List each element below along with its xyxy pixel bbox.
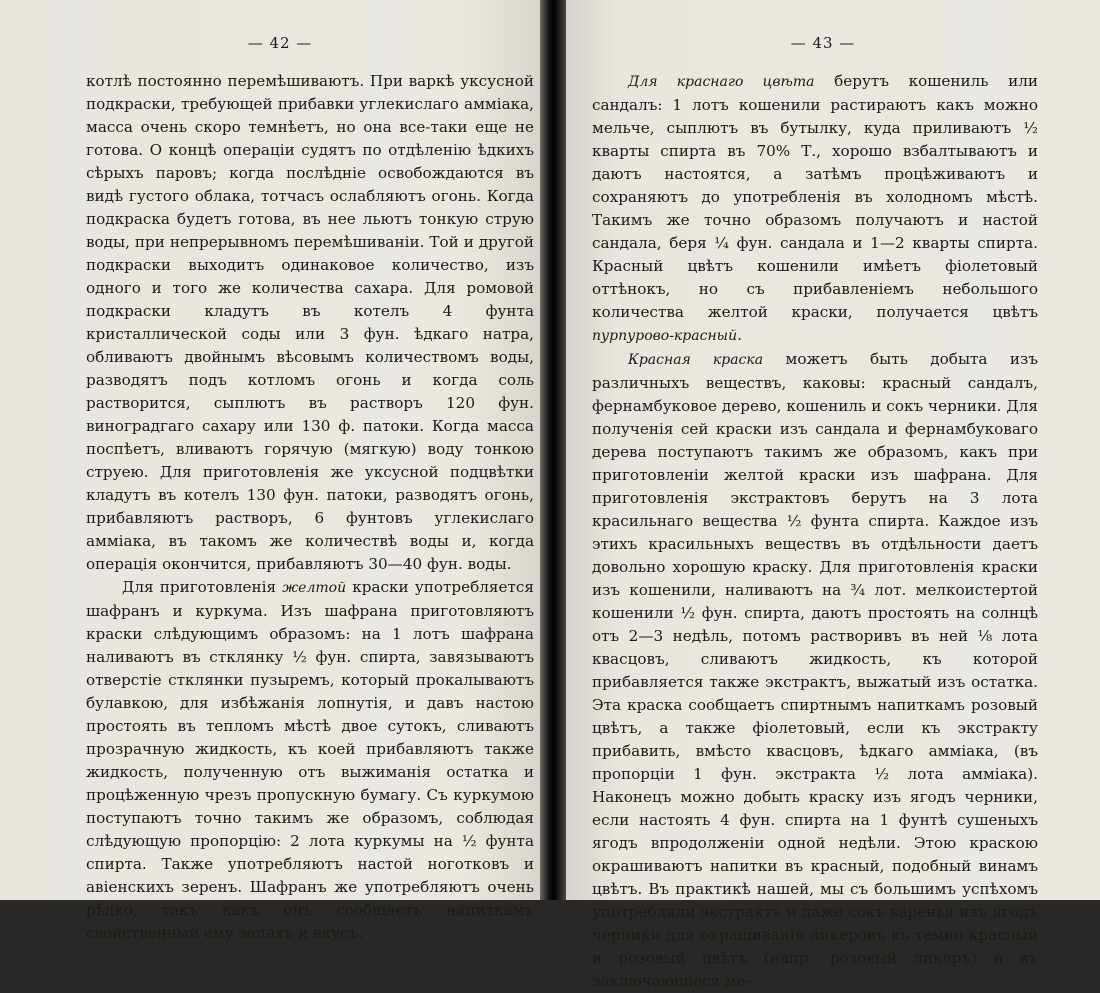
right-page [566,0,1100,990]
italic-text-segment: пурпурово-красный [592,328,738,344]
text-segment: Для приготовленія [122,578,283,596]
book-gutter [540,0,566,900]
paragraph [592,348,1038,993]
text-segment: краски употребляется шафранъ и куркума. Изъ шафрана приготовляютъ краски слѣдующимъ образомъ: на 1 лотъ шафрана наливаютъ въ стклянку ½ фун. спирта, завязываютъ отверстіе стклянки пузыремъ, который прокалываютъ булавкою, для избѣжанія лопнутія, и давъ настою простоять въ тепломъ мѣстѣ двое сутокъ, сливаютъ прозрачную жидкость, къ коей прибавляютъ также жидкость, полученную отъ выжиманія остатка и процѣженную чрезъ пропускную бумагу. Съ куркумою поступаютъ точно такимъ же образомъ, соблюдая слѣдующую пропорцію: 2 лота куркумы на ½ фунта спирта. Также употребляютъ настой ноготковъ и авіенскихъ зеренъ. Шафранъ же употребляютъ очень рѣдко, такъ какъ онъ сообщаетъ напиткамъ свойственный ему запахъ и вкусъ. [86,578,534,942]
italic-text-segment: Красная краска [628,352,764,368]
left-page [0,0,540,942]
text-segment: . [737,326,742,344]
page-number-right: — 43 — [790,34,856,52]
paragraph [86,70,534,576]
text-segment: можетъ быть добыта изъ различныхъ веществъ, каковы: красный сандалъ, фернамбуковое дерево, кошениль и сокъ черники. Для полученія сей краски изъ сандала и фернамбуковаго дерева поступаютъ такимъ же образомъ, какъ при приготовленіи желтой краски изъ шафрана. Для приготовленія экстрактовъ берутъ на 3 лота красильнаго вещества ½ фунта спирта. Каждое изъ этихъ красильныхъ веществъ въ отдѣльности даетъ довольно хорошую краску. Для приготовленія краски изъ кошенили, наливаютъ на ¾ лот. мелкоистертой кошенили ½ фун. спирта, даютъ простоять на солнцѣ отъ 2—3 недѣль, потомъ растворивъ въ ней ⅛ лота квасцовъ, сливаютъ жидкость, къ которой прибавляется также экстрактъ, выжатый изъ остатка. Эта краска сообщаетъ спиртнымъ напиткамъ розовый цвѣтъ, а также фіолетовый, если къ экстракту прибавить, вмѣсто квасцовъ, ѣдкаго амміака, (въ пропорціи 1 фун. экстракта ½ лота амміака). Наконецъ можно добыть краску изъ ягодъ черники, если настоять 4 фун. спирта на 1 фунтѣ сушеныхъ ягодъ впродолженіи одной недѣли. Этою краскою окрашиваютъ напитки въ красный, подобный винамъ цвѣтъ. Въ практикѣ нашей, мы съ большимъ успѣхомъ употребляли экстрактъ и даже сокъ варенья изъ ягодъ черники для окрашиванія ликеровъ въ темно красный и розовый цвѣтъ (напр. розовый ликеръ) и въ заключающіеся ме- [592,350,1038,990]
right-page-text [592,70,1038,993]
left-page-text [86,70,534,945]
italic-text-segment: Для краснаго цвѣта [628,74,815,90]
italic-text-segment: желтой [282,580,347,596]
text-segment: котлѣ постоянно перемѣшиваютъ. При варкѣ уксусной подкраски, требующей прибавки углекислаго амміака, масса очень скоро темнѣетъ, но она все-таки еще не готова. О концѣ операціи судятъ по отдѣленію ѣдкихъ сѣрыхъ паровъ; когда послѣдніе освобождаются въ видѣ густого облака, тотчасъ ослабляютъ огонь. Когда подкраска будетъ готова, въ нее льютъ тонкую струю воды, при непрерывномъ перемѣшиваніи. Той и другой подкраски выходитъ одинаковое количество, изъ одного и того же количества сахара. Для ромовой подкраски кладутъ въ котелъ 4 фунта кристаллической соды или 3 фун. ѣдкаго натра, обливаютъ двойнымъ вѣсовымъ количествомъ воды, разводятъ подъ котломъ огонь и когда соль растворится, сыплютъ въ растворъ 120 фун. виноградгаго сахару или 130 ф. патоки. Когда масса поспѣетъ, вливаютъ горячую (мягкую) воду тонкою струею. Для приготовленія же уксусной подцвѣтки кладутъ въ котелъ 130 фун. патоки, разводятъ огонь, прибавляютъ растворъ, 6 фунтовъ углекислаго амміака, въ такомъ же количествѣ воды и, когда операція окончится, прибавляютъ 30—40 фун. воды. [86,72,534,573]
text-segment: берутъ кошениль или сандалъ: 1 лотъ кошенили растираютъ какъ можно мельче, сыплютъ въ бутылку, куда приливаютъ ½ кварты спирта въ 70% Т., хорошо взбалтываютъ и даютъ настоятся, а затѣмъ процѣживаютъ и сохраняютъ до употребленія въ холодномъ мѣстѣ. Такимъ же точно образомъ получаютъ и настой сандала, беря ¼ фун. сандала и 1—2 кварты спирта. Красный цвѣтъ кошенили имѣетъ фіолетовый оттѣнокъ, но съ прибавленіемъ небольшого количества желтой краски, получается цвѣтъ [592,72,1038,321]
page-number-left: — 42 — [247,34,313,52]
paragraph [86,576,534,945]
paragraph [592,70,1038,348]
